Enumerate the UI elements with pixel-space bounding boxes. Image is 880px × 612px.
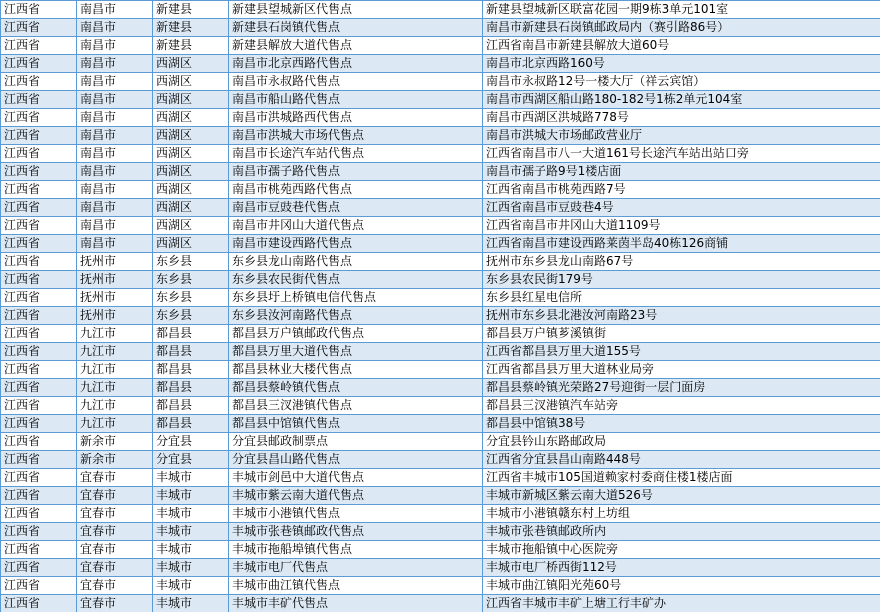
cell-county[interactable]: 都昌县 bbox=[153, 415, 229, 433]
cell-city[interactable]: 九江市 bbox=[77, 343, 153, 361]
cell-city[interactable]: 抚州市 bbox=[77, 289, 153, 307]
table-row bbox=[1, 505, 880, 523]
cell-province[interactable]: 江西省 bbox=[1, 271, 77, 289]
cell-outlet-name[interactable]: 丰城市剑邑中大道代售点 bbox=[229, 469, 483, 487]
cell-address[interactable]: 都昌县中馆镇38号 bbox=[483, 415, 880, 433]
cell-address[interactable]: 江西省都昌县万里大道155号 bbox=[483, 343, 880, 361]
cell-outlet-name[interactable]: 东乡县龙山南路代售点 bbox=[229, 253, 483, 271]
table-row bbox=[1, 595, 880, 612]
table-body bbox=[1, 1, 880, 612]
cell-outlet-name[interactable]: 都昌县蔡岭镇代售点 bbox=[229, 379, 483, 397]
table-row bbox=[1, 163, 880, 181]
table-row bbox=[1, 199, 880, 217]
cell-province[interactable]: 江西省 bbox=[1, 91, 77, 109]
cell-outlet-name[interactable]: 都昌县林业大楼代售点 bbox=[229, 361, 483, 379]
cell-outlet-name[interactable]: 丰城市张巷镇邮政代售点 bbox=[229, 523, 483, 541]
cell-outlet-name[interactable]: 都昌县万户镇邮政代售点 bbox=[229, 325, 483, 343]
table-row bbox=[1, 325, 880, 343]
cell-address[interactable]: 江西省南昌市八一大道161号长途汽车站出站口旁 bbox=[483, 145, 880, 163]
table-row bbox=[1, 451, 880, 469]
cell-city[interactable]: 南昌市 bbox=[77, 235, 153, 253]
table-row bbox=[1, 397, 880, 415]
cell-city[interactable]: 南昌市 bbox=[77, 19, 153, 37]
table-row bbox=[1, 73, 880, 91]
cell-address[interactable]: 江西省南昌市新建县解放大道60号 bbox=[483, 37, 880, 55]
cell-outlet-name[interactable]: 南昌市桃苑西路代售点 bbox=[229, 181, 483, 199]
cell-city[interactable]: 宜春市 bbox=[77, 487, 153, 505]
cell-city[interactable]: 南昌市 bbox=[77, 1, 153, 19]
cell-city[interactable]: 新余市 bbox=[77, 433, 153, 451]
cell-city[interactable]: 抚州市 bbox=[77, 253, 153, 271]
cell-outlet-name[interactable]: 南昌市洪城路西代售点 bbox=[229, 109, 483, 127]
table-row bbox=[1, 253, 880, 271]
cell-outlet-name[interactable]: 新建县石岗镇代售点 bbox=[229, 19, 483, 37]
cell-address[interactable]: 南昌市西湖区船山路180-182号1栋2单元104室 bbox=[483, 91, 880, 109]
cell-province[interactable]: 江西省 bbox=[1, 19, 77, 37]
table-row bbox=[1, 91, 880, 109]
cell-county[interactable]: 西湖区 bbox=[153, 235, 229, 253]
cell-city[interactable]: 南昌市 bbox=[77, 91, 153, 109]
table-row bbox=[1, 37, 880, 55]
cell-province[interactable]: 江西省 bbox=[1, 163, 77, 181]
cell-county[interactable]: 分宜县 bbox=[153, 433, 229, 451]
cell-province[interactable]: 江西省 bbox=[1, 397, 77, 415]
cell-county[interactable]: 西湖区 bbox=[153, 181, 229, 199]
cell-county[interactable]: 丰城市 bbox=[153, 541, 229, 559]
cell-outlet-name[interactable]: 丰城市紫云南大道代售点 bbox=[229, 487, 483, 505]
table-row bbox=[1, 307, 880, 325]
cell-address[interactable]: 丰城市张巷镇邮政所内 bbox=[483, 523, 880, 541]
cell-city[interactable]: 九江市 bbox=[77, 415, 153, 433]
cell-city[interactable]: 宜春市 bbox=[77, 559, 153, 577]
cell-province[interactable]: 江西省 bbox=[1, 361, 77, 379]
cell-county[interactable]: 东乡县 bbox=[153, 289, 229, 307]
table-row bbox=[1, 181, 880, 199]
cell-county[interactable]: 丰城市 bbox=[153, 595, 229, 612]
cell-province[interactable]: 江西省 bbox=[1, 487, 77, 505]
cell-province[interactable]: 江西省 bbox=[1, 433, 77, 451]
cell-outlet-name[interactable]: 丰城市电厂代售点 bbox=[229, 559, 483, 577]
cell-province[interactable]: 江西省 bbox=[1, 127, 77, 145]
cell-city[interactable]: 南昌市 bbox=[77, 109, 153, 127]
cell-county[interactable]: 丰城市 bbox=[153, 469, 229, 487]
cell-province[interactable]: 江西省 bbox=[1, 307, 77, 325]
cell-county[interactable]: 新建县 bbox=[153, 37, 229, 55]
table-row bbox=[1, 1, 880, 19]
table-row bbox=[1, 127, 880, 145]
cell-address[interactable]: 抚州市东乡县龙山南路67号 bbox=[483, 253, 880, 271]
cell-address[interactable]: 江西省南昌市豆豉巷4号 bbox=[483, 199, 880, 217]
cell-city[interactable]: 九江市 bbox=[77, 379, 153, 397]
cell-county[interactable]: 东乡县 bbox=[153, 307, 229, 325]
cell-county[interactable]: 西湖区 bbox=[153, 199, 229, 217]
cell-province[interactable]: 江西省 bbox=[1, 469, 77, 487]
table-row bbox=[1, 289, 880, 307]
table-row bbox=[1, 379, 880, 397]
cell-address[interactable]: 丰城市电厂桥西街112号 bbox=[483, 559, 880, 577]
cell-city[interactable]: 南昌市 bbox=[77, 55, 153, 73]
cell-province[interactable]: 江西省 bbox=[1, 505, 77, 523]
cell-county[interactable]: 东乡县 bbox=[153, 253, 229, 271]
cell-address[interactable]: 南昌市洪城大市场邮政营业厅 bbox=[483, 127, 880, 145]
cell-city[interactable]: 宜春市 bbox=[77, 505, 153, 523]
cell-county[interactable]: 丰城市 bbox=[153, 523, 229, 541]
cell-outlet-name[interactable]: 南昌市豆豉巷代售点 bbox=[229, 199, 483, 217]
cell-province[interactable]: 江西省 bbox=[1, 379, 77, 397]
cell-outlet-name[interactable]: 南昌市洪城大市场代售点 bbox=[229, 127, 483, 145]
cell-address[interactable]: 东乡县农民街179号 bbox=[483, 271, 880, 289]
cell-outlet-name[interactable]: 南昌市北京西路代售点 bbox=[229, 55, 483, 73]
cell-province[interactable]: 江西省 bbox=[1, 415, 77, 433]
table-row bbox=[1, 559, 880, 577]
cell-county[interactable]: 西湖区 bbox=[153, 127, 229, 145]
cell-county[interactable]: 新建县 bbox=[153, 1, 229, 19]
cell-province[interactable]: 江西省 bbox=[1, 199, 77, 217]
cell-city[interactable]: 南昌市 bbox=[77, 145, 153, 163]
cell-city[interactable]: 抚州市 bbox=[77, 271, 153, 289]
cell-county[interactable]: 东乡县 bbox=[153, 271, 229, 289]
cell-address[interactable]: 丰城市小港镇赣东村上坊组 bbox=[483, 505, 880, 523]
cell-outlet-name[interactable]: 南昌市建设西路代售点 bbox=[229, 235, 483, 253]
table-row bbox=[1, 361, 880, 379]
table-row bbox=[1, 523, 880, 541]
cell-address[interactable]: 丰城市曲江镇阳光苑60号 bbox=[483, 577, 880, 595]
cell-city[interactable]: 南昌市 bbox=[77, 127, 153, 145]
cell-address[interactable]: 新建县望城新区联富花园一期9栋3单元101室 bbox=[483, 1, 880, 19]
cell-outlet-name[interactable]: 都昌县三汊港镇代售点 bbox=[229, 397, 483, 415]
cell-address[interactable]: 都昌县万户镇芗溪镇街 bbox=[483, 325, 880, 343]
table-row bbox=[1, 541, 880, 559]
cell-address[interactable]: 东乡县红星电信所 bbox=[483, 289, 880, 307]
cell-address[interactable]: 江西省分宜县昌山南路448号 bbox=[483, 451, 880, 469]
cell-province[interactable]: 江西省 bbox=[1, 577, 77, 595]
cell-address[interactable]: 江西省南昌市建设西路莱茵半岛40栋126商铺 bbox=[483, 235, 880, 253]
cell-city[interactable]: 九江市 bbox=[77, 397, 153, 415]
cell-outlet-name[interactable]: 东乡县农民街代售点 bbox=[229, 271, 483, 289]
cell-city[interactable]: 宜春市 bbox=[77, 469, 153, 487]
cell-address[interactable]: 南昌市西湖区洪城路778号 bbox=[483, 109, 880, 127]
cell-city[interactable]: 南昌市 bbox=[77, 199, 153, 217]
cell-county[interactable]: 西湖区 bbox=[153, 55, 229, 73]
cell-outlet-name[interactable]: 南昌市船山路代售点 bbox=[229, 91, 483, 109]
cell-address[interactable]: 江西省丰城市105国道赖家村委商住楼1楼店面 bbox=[483, 469, 880, 487]
cell-county[interactable]: 西湖区 bbox=[153, 217, 229, 235]
cell-province[interactable]: 江西省 bbox=[1, 451, 77, 469]
cell-province[interactable]: 江西省 bbox=[1, 217, 77, 235]
cell-city[interactable]: 宜春市 bbox=[77, 523, 153, 541]
cell-city[interactable]: 九江市 bbox=[77, 361, 153, 379]
table-row bbox=[1, 19, 880, 37]
table-row bbox=[1, 469, 880, 487]
cell-address[interactable]: 江西省南昌市井冈山大道1109号 bbox=[483, 217, 880, 235]
table-row bbox=[1, 217, 880, 235]
cell-address[interactable]: 抚州市东乡县北港汝河南路23号 bbox=[483, 307, 880, 325]
cell-outlet-name[interactable]: 丰城市丰矿代售点 bbox=[229, 595, 483, 612]
cell-province[interactable]: 江西省 bbox=[1, 235, 77, 253]
cell-address[interactable]: 江西省丰城市丰矿上塘工行丰矿办 bbox=[483, 595, 880, 612]
cell-city[interactable]: 新余市 bbox=[77, 451, 153, 469]
cell-city[interactable]: 宜春市 bbox=[77, 577, 153, 595]
cell-outlet-name[interactable]: 新建县望城新区代售点 bbox=[229, 1, 483, 19]
table-row bbox=[1, 109, 880, 127]
cell-county[interactable]: 分宜县 bbox=[153, 451, 229, 469]
cell-address[interactable]: 南昌市孺子路9号1楼店面 bbox=[483, 163, 880, 181]
table-row bbox=[1, 343, 880, 361]
cell-province[interactable]: 江西省 bbox=[1, 73, 77, 91]
cell-outlet-name[interactable]: 东乡县圩上桥镇电信代售点 bbox=[229, 289, 483, 307]
cell-province[interactable]: 江西省 bbox=[1, 289, 77, 307]
cell-address[interactable]: 都昌县蔡岭镇光荣路27号迎街一层门面房 bbox=[483, 379, 880, 397]
cell-province[interactable]: 江西省 bbox=[1, 541, 77, 559]
cell-county[interactable]: 西湖区 bbox=[153, 91, 229, 109]
cell-province[interactable]: 江西省 bbox=[1, 55, 77, 73]
cell-province[interactable]: 江西省 bbox=[1, 559, 77, 577]
cell-city[interactable]: 抚州市 bbox=[77, 307, 153, 325]
cell-outlet-name[interactable]: 分宜县昌山路代售点 bbox=[229, 451, 483, 469]
cell-county[interactable]: 西湖区 bbox=[153, 145, 229, 163]
cell-city[interactable]: 宜春市 bbox=[77, 595, 153, 612]
cell-county[interactable]: 西湖区 bbox=[153, 109, 229, 127]
table-row bbox=[1, 415, 880, 433]
cell-province[interactable]: 江西省 bbox=[1, 343, 77, 361]
cell-outlet-name[interactable]: 南昌市长途汽车站代售点 bbox=[229, 145, 483, 163]
cell-outlet-name[interactable]: 新建县解放大道代售点 bbox=[229, 37, 483, 55]
cell-county[interactable]: 丰城市 bbox=[153, 559, 229, 577]
cell-county[interactable]: 西湖区 bbox=[153, 73, 229, 91]
cell-city[interactable]: 九江市 bbox=[77, 325, 153, 343]
cell-outlet-name[interactable]: 东乡县汝河南路代售点 bbox=[229, 307, 483, 325]
cell-address[interactable]: 分宜县钤山东路邮政局 bbox=[483, 433, 880, 451]
cell-outlet-name[interactable]: 丰城市拖船埠镇代售点 bbox=[229, 541, 483, 559]
table-row bbox=[1, 487, 880, 505]
cell-address[interactable]: 丰城市新城区紫云南大道526号 bbox=[483, 487, 880, 505]
cell-city[interactable]: 宜春市 bbox=[77, 541, 153, 559]
cell-province[interactable]: 江西省 bbox=[1, 253, 77, 271]
cell-county[interactable]: 新建县 bbox=[153, 19, 229, 37]
cell-outlet-name[interactable]: 南昌市井冈山大道代售点 bbox=[229, 217, 483, 235]
cell-county[interactable]: 都昌县 bbox=[153, 343, 229, 361]
cell-outlet-name[interactable]: 都昌县万里大道代售点 bbox=[229, 343, 483, 361]
cell-county[interactable]: 都昌县 bbox=[153, 379, 229, 397]
cell-province[interactable]: 江西省 bbox=[1, 37, 77, 55]
cell-province[interactable]: 江西省 bbox=[1, 109, 77, 127]
table-row bbox=[1, 55, 880, 73]
cell-county[interactable]: 都昌县 bbox=[153, 361, 229, 379]
cell-county[interactable]: 丰城市 bbox=[153, 577, 229, 595]
cell-address[interactable]: 南昌市永叔路12号一楼大厅（祥云宾馆） bbox=[483, 73, 880, 91]
cell-outlet-name[interactable]: 丰城市小港镇代售点 bbox=[229, 505, 483, 523]
cell-province[interactable]: 江西省 bbox=[1, 523, 77, 541]
table-row bbox=[1, 235, 880, 253]
cell-county[interactable]: 都昌县 bbox=[153, 325, 229, 343]
table-row bbox=[1, 433, 880, 451]
cell-province[interactable]: 江西省 bbox=[1, 145, 77, 163]
cell-address[interactable]: 江西省都昌县万里大道林业局旁 bbox=[483, 361, 880, 379]
cell-city[interactable]: 南昌市 bbox=[77, 217, 153, 235]
cell-county[interactable]: 丰城市 bbox=[153, 487, 229, 505]
cell-city[interactable]: 南昌市 bbox=[77, 163, 153, 181]
table-row bbox=[1, 271, 880, 289]
cell-address[interactable]: 南昌市北京西路160号 bbox=[483, 55, 880, 73]
cell-province[interactable]: 江西省 bbox=[1, 181, 77, 199]
cell-city[interactable]: 南昌市 bbox=[77, 181, 153, 199]
cell-address[interactable]: 都昌县三汊港镇汽车站旁 bbox=[483, 397, 880, 415]
cell-address[interactable]: 丰城市拖船镇中心医院旁 bbox=[483, 541, 880, 559]
cell-outlet-name[interactable]: 分宜县邮政制票点 bbox=[229, 433, 483, 451]
cell-province[interactable]: 江西省 bbox=[1, 1, 77, 19]
cell-county[interactable]: 都昌县 bbox=[153, 397, 229, 415]
table-row bbox=[1, 577, 880, 595]
cell-outlet-name[interactable]: 丰城市曲江镇代售点 bbox=[229, 577, 483, 595]
cell-city[interactable]: 南昌市 bbox=[77, 37, 153, 55]
table-row bbox=[1, 145, 880, 163]
cell-outlet-name[interactable]: 南昌市孺子路代售点 bbox=[229, 163, 483, 181]
cell-city[interactable]: 南昌市 bbox=[77, 73, 153, 91]
cell-county[interactable]: 丰城市 bbox=[153, 505, 229, 523]
cell-county[interactable]: 西湖区 bbox=[153, 163, 229, 181]
cell-address[interactable]: 南昌市新建县石岗镇邮政局内（赛引路86号） bbox=[483, 19, 880, 37]
cell-outlet-name[interactable]: 南昌市永叔路代售点 bbox=[229, 73, 483, 91]
cell-province[interactable]: 江西省 bbox=[1, 325, 77, 343]
cell-province[interactable]: 江西省 bbox=[1, 595, 77, 612]
cell-address[interactable]: 江西省南昌市桃苑西路7号 bbox=[483, 181, 880, 199]
cell-outlet-name[interactable]: 都昌县中馆镇代售点 bbox=[229, 415, 483, 433]
